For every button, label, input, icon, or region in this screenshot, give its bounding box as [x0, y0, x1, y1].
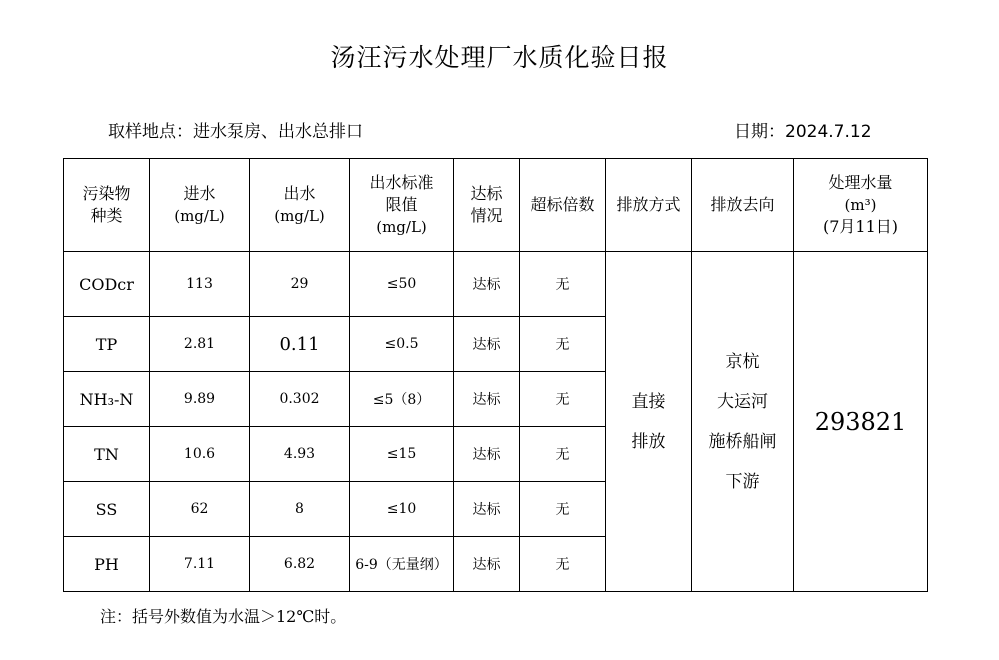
- discharge-method-cell: 直接 排放: [606, 252, 692, 592]
- effluent-value: 4.93: [250, 427, 350, 482]
- exceed-multiple: 无: [520, 427, 606, 482]
- pollutant-name: PH: [64, 537, 150, 592]
- table-header-row: [64, 159, 928, 252]
- compliance-status: 达标: [454, 372, 520, 427]
- treated-volume: 293821: [794, 252, 928, 592]
- pollutant-name: CODcr: [64, 252, 150, 317]
- compliance-status: 达标: [454, 317, 520, 372]
- effluent-value: 6.82: [250, 537, 350, 592]
- effluent-value: 8: [250, 482, 350, 537]
- footnote: 注：括号外数值为水温＞12℃时。: [100, 607, 347, 626]
- exceed-multiple: 无: [520, 372, 606, 427]
- exceed-multiple: 无: [520, 317, 606, 372]
- limit-value: 6-9（无量纲）: [350, 537, 454, 592]
- compliance-status: 达标: [454, 537, 520, 592]
- compliance-status: 达标: [454, 252, 520, 317]
- limit-value: ≤50: [350, 252, 454, 317]
- exceed-multiple: 无: [520, 482, 606, 537]
- pollutant-name: TP: [64, 317, 150, 372]
- header-effluent: 出水 (mg/L): [250, 159, 350, 252]
- effluent-value: 0.302: [250, 372, 350, 427]
- header-influent: 进水 (mg/L): [150, 159, 250, 252]
- discharge-dest-cell: 京杭 大运河 施桥船闸 下游: [692, 252, 794, 592]
- exceed-multiple: 无: [520, 537, 606, 592]
- header-exceed-multiple: 超标倍数: [520, 159, 606, 252]
- influent-value: 113: [150, 252, 250, 317]
- header-discharge-method: 排放方式: [606, 159, 692, 252]
- influent-value: 10.6: [150, 427, 250, 482]
- pollutant-name: TN: [64, 427, 150, 482]
- limit-value: ≤15: [350, 427, 454, 482]
- sampling-location: 取样地点：进水泵房、出水总排口: [108, 122, 363, 142]
- limit-value: ≤5（8）: [350, 372, 454, 427]
- compliance-status: 达标: [454, 482, 520, 537]
- limit-value: ≤0.5: [350, 317, 454, 372]
- compliance-status: 达标: [454, 427, 520, 482]
- table-row: [64, 252, 928, 317]
- influent-value: 9.89: [150, 372, 250, 427]
- influent-value: 2.81: [150, 317, 250, 372]
- limit-value: ≤10: [350, 482, 454, 537]
- header-compliance: 达标 情况: [454, 159, 520, 252]
- report-date: 日期：2024.7.12: [734, 122, 872, 142]
- influent-value: 7.11: [150, 537, 250, 592]
- header-volume: 处理水量 (m³) (7月11日): [794, 159, 928, 252]
- header-discharge-dest: 排放去向: [692, 159, 794, 252]
- water-quality-table: [63, 158, 928, 592]
- report-title: 汤汪污水处理厂水质化验日报: [330, 43, 669, 72]
- header-pollutant: 污染物 种类: [64, 159, 150, 252]
- header-limit: 出水标准 限值 (mg/L): [350, 159, 454, 252]
- exceed-multiple: 无: [520, 252, 606, 317]
- influent-value: 62: [150, 482, 250, 537]
- effluent-value: 29: [250, 252, 350, 317]
- pollutant-name: SS: [64, 482, 150, 537]
- effluent-value: 0.11: [250, 317, 350, 372]
- pollutant-name: NH₃-N: [64, 372, 150, 427]
